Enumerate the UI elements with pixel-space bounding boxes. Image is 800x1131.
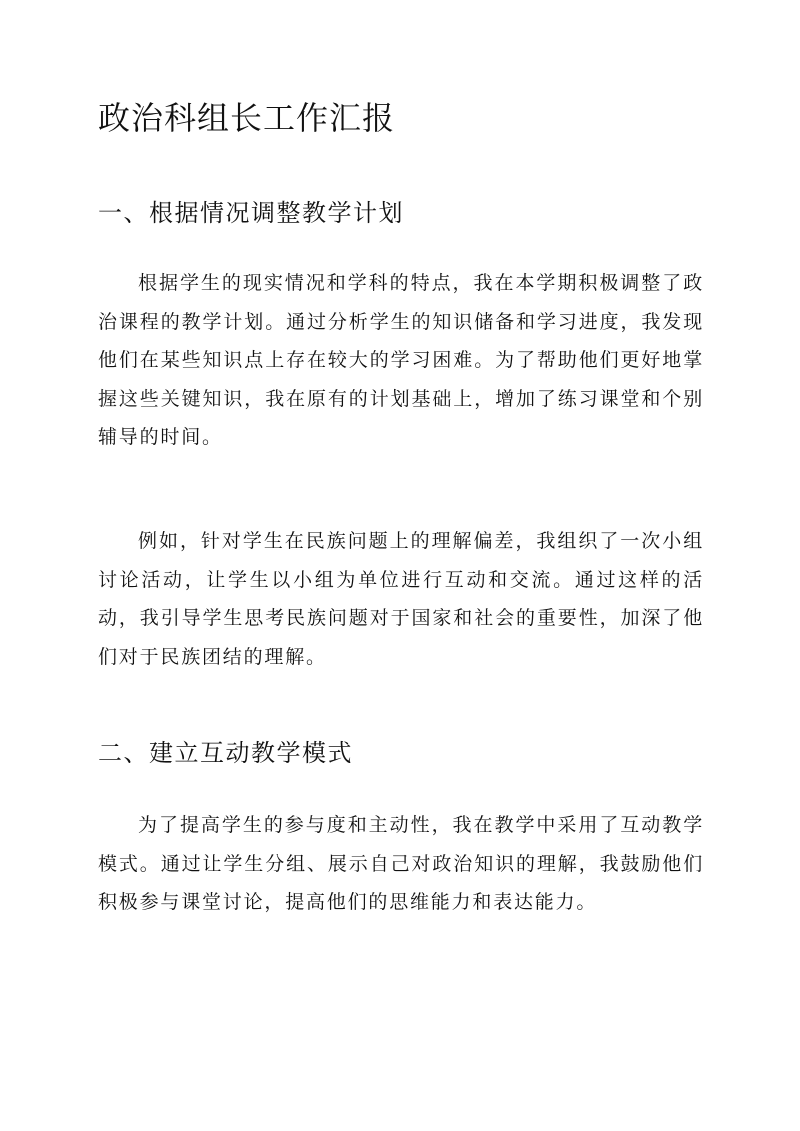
section-1-paragraph-1: 根据学生的现实情况和学科的特点，我在本学期积极调整了政治课程的教学计划。通过分析学生的知识储备和学习进度，我发现他们在某些知识点上存在较大的学习困难。为了帮助他们更好地掌握这些关键知识，我在原有的计划基础上，增加了练习课堂和个别辅导的时间。 xyxy=(98,272,704,448)
section-1-paragraph-2: 例如，针对学生在民族问题上的理解偏差，我组织了一次小组讨论活动，让学生以小组为单位进行互动和交流。通过这样的活动，我引导学生思考民族问题对于国家和社会的重要性，加深了他们对于民族团结的理解。 xyxy=(98,530,704,668)
document-title: 政治科组长工作汇报 xyxy=(98,99,396,137)
section-heading-2: 二、建立互动教学模式 xyxy=(98,739,353,767)
section-heading-1: 一、根据情况调整教学计划 xyxy=(98,199,404,227)
section-2-paragraph-1: 为了提高学生的参与度和主动性，我在教学中采用了互动教学模式。通过让学生分组、展示自己对政治知识的理解，我鼓励他们积极参与课堂讨论，提高他们的思维能力和表达能力。 xyxy=(98,814,704,913)
